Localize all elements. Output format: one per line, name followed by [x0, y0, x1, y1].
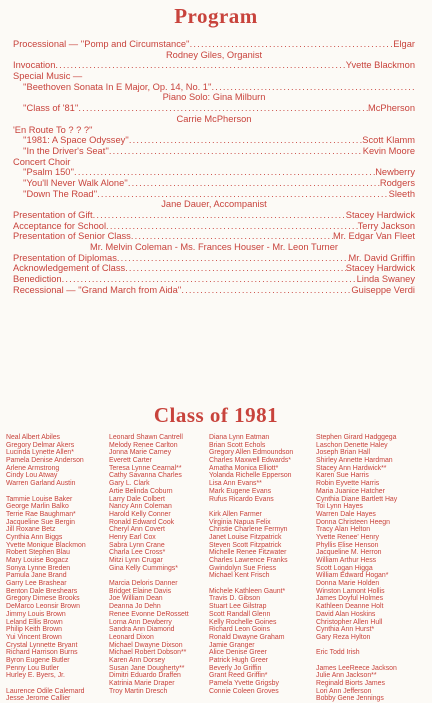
program-item-label: ''Psalm 150'' [23, 167, 75, 178]
program-item-performer: Kevin Moore [362, 145, 415, 156]
graduate-name: Larry Dale Colbert [109, 495, 165, 503]
graduate-name: Sabra Lynn Crane [109, 541, 165, 549]
graduate-name: Garry Lee Brashear [6, 580, 67, 588]
graduate-name: Rufus Ricardo Evans [209, 495, 274, 503]
dot-leader [97, 189, 389, 200]
graduate-name: Beverly Jo Griffin [209, 664, 262, 672]
program-item-performer: Guiseppe Verdi [351, 284, 415, 295]
graduate-name: Terrie Rae Baughman* [6, 510, 76, 518]
program-line [13, 199, 415, 210]
program-item-label: Concert Choir [13, 156, 71, 167]
dot-leader [78, 103, 368, 114]
program-line [13, 125, 415, 136]
graduate-name: Yvette Renee' Henry [316, 533, 379, 541]
graduate-column [6, 434, 86, 703]
graduate-name: Troy Martin Dresch [109, 687, 168, 695]
graduate-name: George Marlin Balko [6, 503, 69, 511]
graduate-name: Patrick Hugh Greer [209, 656, 268, 664]
program-list [13, 39, 415, 296]
graduate-name: Diana Lynn Eatman [209, 434, 270, 441]
program-item-performer: Mr. David Griffin [348, 252, 415, 263]
graduate-name: Gary L. Clark [109, 480, 150, 488]
program-credit: Rodney Giles, Organist [165, 49, 263, 60]
graduate-name: Laschon Denette Haley [316, 441, 388, 449]
graduate-name: Yvette Monique Blackmon [6, 541, 86, 549]
dot-leader [117, 253, 349, 264]
program-credit: Carrie McPherson [176, 113, 252, 124]
program-item-performer: Yvette Blackmon [345, 60, 415, 71]
program-line [13, 114, 415, 125]
program-item-performer: Sleeth [388, 188, 415, 199]
program-item-performer: Elgar [393, 39, 415, 49]
program-line [13, 146, 415, 157]
graduate-name: Jacqueline M. Herron [316, 549, 382, 557]
program-credit: Mr. Melvin Coleman - Ms. Frances Houser - Mr. Leon Turner [90, 242, 338, 253]
graduate-name: Travis D. Gibson [209, 595, 261, 603]
program-line [13, 231, 415, 242]
graduate-name: Warren Garland Austin [6, 480, 76, 488]
graduate-name: Phyllis Elise Henson [316, 541, 379, 549]
graduate-name: Michael Robert Dobson** [109, 649, 187, 657]
graduate-name: Crystal Lynnette Bryant [6, 641, 78, 649]
graduate-name: Jill Roxane Betz [6, 526, 56, 534]
graduate-name: James Doyful Holmes [316, 595, 384, 603]
graduate-name: Charles Maxwell Edwards* [209, 457, 291, 465]
program-line [13, 189, 415, 200]
graduate-name: Tracy Alan Helton [316, 526, 371, 534]
graduate-name: Harold Kelly Conner [109, 510, 171, 518]
graduate-name: Gina Kelly Cummings* [109, 564, 178, 572]
graduate-name: Laurence Odile Calemard [6, 687, 85, 695]
graduate-name: Michelle Renee Fitzwater [209, 549, 287, 557]
graduate-name: Katrinia Marie Draper [109, 680, 175, 687]
graduate-name: Renee Evonne DeRossett [109, 610, 189, 618]
graduate-name: Lorna Ann Dewberry [109, 618, 172, 626]
graduate-name: Kathleen Deanne Holt [316, 603, 384, 611]
program-item-performer: Scott Klamm [362, 135, 415, 146]
program-item-label: Invocation [13, 60, 56, 71]
graduate-name: Lucinda Lynette Allen* [6, 449, 74, 457]
graduate-name: Lori Ann Jefferson [316, 687, 372, 695]
graduate-name: Charles Lawrence Franks [209, 557, 288, 564]
graduate-name: Michael Dwayne Dixson [109, 641, 183, 649]
graduate-name: Julie Ann Jackson** [316, 672, 377, 680]
graduate-name: Virginia Napua Felix [209, 518, 271, 526]
program-line [13, 221, 415, 232]
graduate-name: Melody Renee Carlton [109, 441, 178, 449]
program-line [13, 103, 415, 114]
program-item-performer: Rodgers [379, 177, 415, 188]
graduate-name: Michael Kent Frisch [209, 572, 270, 580]
graduate-name: James LeeReece Jackson [316, 664, 397, 672]
graduate-name: Charla Lee Cross* [109, 549, 166, 557]
dot-leader [125, 263, 346, 274]
program-item-label: ''Beethoven Sonata In E Major, Op. 14, No. 1'' [23, 81, 212, 92]
program-line [13, 157, 415, 168]
graduate-name: Christopher Allen Hull [316, 618, 383, 626]
graduate-name: Richard Leon Goins [209, 626, 270, 634]
program-line [13, 253, 415, 264]
graduate-name: Bridget Elaine Davis [109, 587, 172, 595]
graduate-name: Toi Lynn Hayes [316, 503, 363, 511]
dot-leader [74, 167, 375, 178]
graduate-name: Mitzi Lynn Crugar [109, 557, 163, 564]
program-line [13, 242, 415, 253]
graduate-name: Joe William Dean [109, 595, 163, 603]
dot-leader [181, 285, 351, 296]
graduate-name: Karen Ann Dorsey [109, 656, 165, 664]
graduate-name: Everett Carter [109, 457, 152, 465]
graduate-name: Benton Dale Breshears [6, 587, 78, 595]
graduate-name: Kirk Allen Farmer [209, 510, 262, 518]
program-line [13, 263, 415, 274]
dot-leader [93, 210, 346, 221]
graduate-name: Amatha Monica Elliott* [209, 464, 279, 472]
program-item-performer: McPherson [367, 103, 415, 114]
graduate-name: William Arthur Hess [316, 557, 377, 564]
graduate-name: Janet Louise Fitzpatrick [209, 533, 282, 541]
graduate-name: Maria Juanice Hatcher [316, 487, 385, 495]
graduate-name: Scott Logan Higga [316, 564, 373, 572]
graduate-name: Jesse Jerome Callier [6, 695, 71, 703]
graduate-name: Mary Louise Bogacz [6, 557, 69, 564]
graduate-name: Gregory Dimese Brooks [6, 595, 80, 603]
program-item-label: Benediction [13, 274, 62, 285]
program-item-label: ''Down The Road'' [23, 188, 98, 199]
program-line [13, 71, 415, 82]
graduate-name: Kelly Rochelle Goines [209, 618, 277, 626]
graduate-name: Yolanda Richelle Epperson [209, 472, 292, 480]
dot-leader [190, 39, 394, 50]
graduate-name: Ronald Dwayne Graham [209, 633, 285, 641]
program-line [13, 274, 415, 285]
graduate-name: Donna Marie Holden [316, 580, 380, 588]
graduate-name: Sonya Lynne Breden [6, 564, 71, 572]
program-item-label: ''You'll Never Walk Alone'' [23, 177, 128, 188]
program-line [13, 60, 415, 71]
program-item-label: Recessional — ''Grand March from Aida'' [13, 284, 182, 295]
dot-leader [128, 178, 380, 189]
program-line [13, 285, 415, 296]
program-item-label: ''1981: A Space Odyssey'' [23, 135, 129, 146]
program-line [13, 167, 415, 178]
program-line [13, 82, 415, 93]
graduate-name: Richard Harrison Burns [6, 649, 78, 657]
graduate-name: Byron Eugene Butler [6, 656, 70, 664]
program-item-label: Acknowledgement of Class [13, 263, 126, 274]
graduate-name: Winston Lamont Hollis [316, 587, 385, 595]
program-item-label: Acceptance for School [13, 220, 107, 231]
graduate-column [316, 434, 397, 703]
graduate-name: DeMarco Leonsir Brown [6, 603, 80, 611]
graduate-name: Robin Eyvette Harris [316, 480, 380, 488]
program-line [13, 39, 415, 50]
graduate-name: Jonna Marie Carney [109, 449, 172, 457]
graduate-column [109, 434, 189, 695]
graduate-name: Arlene Armstrong [6, 464, 60, 472]
program-line [13, 50, 415, 61]
graduate-name: Marcia Deloris Danner [109, 580, 178, 588]
graduate-name: Cynthia Diane Bartlett Hay [316, 495, 398, 503]
graduate-name: Gwindolyn Sue Friess [209, 564, 277, 572]
graduate-name: Donna Christeen Heegn [316, 518, 390, 526]
program-item-label: Presentation of Senior Class [13, 231, 131, 242]
program-item-label: Processional — ''Pomp and Circumstance'' [13, 39, 190, 49]
program-line [13, 178, 415, 189]
graduate-name: Warren Dale Hayes [316, 510, 376, 518]
graduate-name: Neal Albert Abiles [6, 434, 61, 441]
graduate-name: Robert Stephen Blau [6, 549, 70, 557]
graduate-name: Tammie Louise Baker [6, 495, 73, 503]
graduate-name: Joseph Brian Hall [316, 449, 371, 457]
graduate-name: Karen Sue Harris [316, 472, 369, 480]
graduate-name: Brian Scott Echols [209, 441, 266, 449]
graduate-name: Pamela Denise Anderson [6, 457, 84, 465]
graduate-name: Leonard Shawn Cantrell [109, 434, 183, 441]
graduate-name: Dimitri Eduardo Draffen [109, 672, 181, 680]
graduate-name: Scott Randall Glenn [209, 610, 271, 618]
graduate-name: Christie Charlene Fermyn [209, 526, 288, 534]
graduate-name: Bobby Gene Jennings [316, 695, 384, 703]
graduate-name: Teresa Lynne Cearnal** [109, 464, 182, 472]
graduate-name: Lisa Ann Evans** [209, 480, 262, 488]
program-item-performer: Mr. Edgar Van Fleet [333, 231, 415, 242]
graduate-name: David Alan Hoskins [316, 610, 376, 618]
graduate-name: Connie Coleen Groves [209, 687, 279, 695]
program-item-performer: Stacey Hardwick [345, 263, 415, 274]
program-item-label: Special Music — [13, 71, 83, 82]
dot-leader [212, 82, 415, 93]
graduate-name: Ronald Edward Cook [109, 518, 175, 526]
graduate-column [209, 434, 293, 695]
graduate-name: Stacey Ann Hardwick** [316, 464, 387, 472]
graduate-name: Leonard Dixon [109, 633, 154, 641]
graduate-name: Yui Vincent Brown [6, 633, 62, 641]
program-item-label: ''Class of '81'' [23, 103, 79, 114]
graduate-name: Mark Eugene Evans [209, 487, 272, 495]
program-title: Program [174, 4, 258, 28]
graduate-name: Philip Keith Brown [6, 626, 62, 634]
graduate-name: Henry Earl Cox [109, 533, 156, 541]
graduate-name: Pamula Jane Brand [6, 572, 67, 580]
dot-leader [109, 146, 363, 157]
graduate-name: Hurley E. Byers, Jr. [6, 672, 65, 680]
program-item-label: ''In the Driver's Seat'' [23, 145, 109, 156]
program-credit: Piano Solo: Gina Milburn [162, 92, 266, 103]
dot-leader [129, 135, 362, 146]
graduate-name: Jimmy Louis Brown [6, 610, 66, 618]
graduate-name: Cindy Lou Atway [6, 472, 58, 480]
graduate-name: Stephen Girard Hadggega [316, 434, 397, 441]
program-item-label: 'En Route To ? ? ?'' [13, 124, 93, 135]
graduate-name: Gregory Allen Edmoundson [209, 449, 294, 457]
graduate-name: Jamie Granger [209, 641, 255, 649]
program-line [13, 210, 415, 221]
graduate-name: Cathy Savanna Charles [109, 472, 182, 480]
graduate-name: Cheryl Ann Covert [109, 526, 165, 534]
program-item-performer: Newberry [375, 167, 415, 178]
graduate-name: Susan Jane Dougherty** [109, 664, 185, 672]
graduate-name: Cynthia Ann Hurst* [316, 626, 375, 634]
program-item-performer: Terry Jackson [357, 220, 415, 231]
graduate-name: Pamela Yvette Grigsby [209, 680, 279, 687]
graduate-name: Eric Todd Irish [316, 649, 360, 657]
program-item-label: Presentation of Gift [13, 210, 93, 220]
dot-leader [131, 231, 333, 242]
graduate-name: Nancy Ann Coleman [109, 503, 172, 511]
graduate-name: Artie Belinda Coburn [109, 487, 173, 495]
graduate-name: Alice Denise Greer [209, 649, 267, 657]
graduate-name: Gary Reza Hylton [316, 633, 371, 641]
graduate-name: Gregory Delmar Akers [6, 441, 75, 449]
graduate-name: Penny Lou Butler [6, 664, 59, 672]
dot-leader [106, 221, 358, 232]
graduate-name: Sandra Ann Diamond [109, 626, 175, 634]
graduate-name: Steven Scott Fitzpatrick [209, 541, 282, 549]
program-item-label: Presentation of Diplomas [13, 252, 117, 263]
graduate-name: William Edward Hogan* [316, 572, 389, 580]
graduate-name: Grant Reed Griffin* [209, 672, 268, 680]
graduate-name: Leland Ellis Brown [6, 618, 63, 626]
class-title: Class of 1981 [153, 403, 279, 427]
dot-leader [62, 274, 357, 285]
program-line [13, 92, 415, 103]
program-credit: Jane Dauer, Accompanist [161, 199, 267, 210]
graduate-name: Cynthia Ann Biggs [6, 533, 63, 541]
graduate-name: Shirley Annette Hardman [316, 457, 393, 465]
graduate-name: Reginald Biorts James [316, 680, 385, 687]
graduate-name: Deanna Jo Dehn [109, 603, 161, 611]
dot-leader [55, 60, 345, 71]
graduate-name: Stuart Lee Gilstrap [209, 603, 267, 611]
graduate-name: Michele Kathleen Gaunt* [209, 587, 286, 595]
program-item-performer: Stacey Hardwick [345, 210, 415, 220]
program-item-performer: Linda Swaney [356, 274, 415, 285]
program-line [13, 135, 415, 146]
graduate-name: Jacqueline Sue Bergin [6, 518, 75, 526]
